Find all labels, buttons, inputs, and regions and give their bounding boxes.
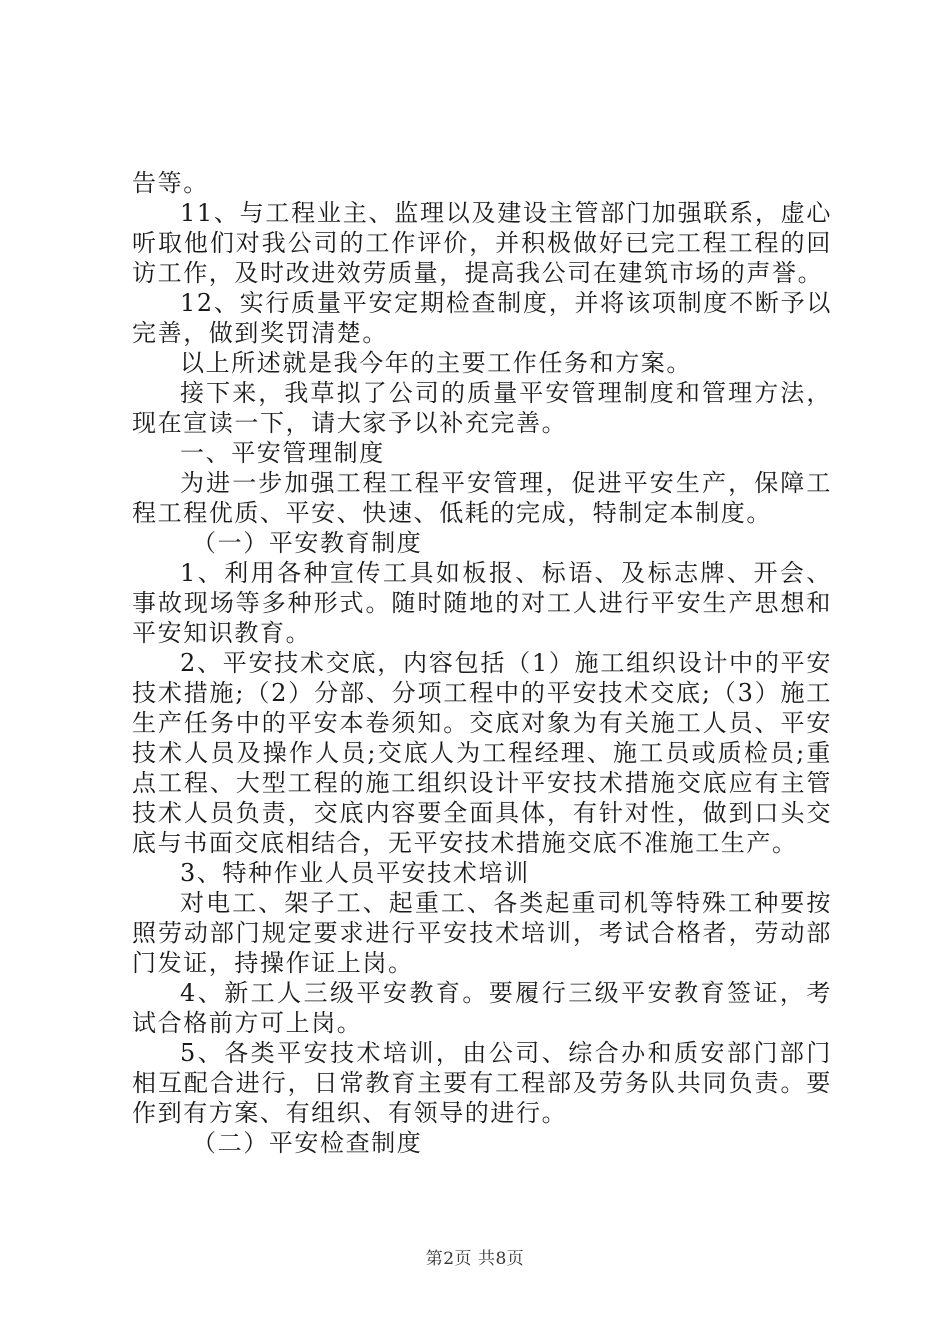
section-heading-safety-management: 一、平安管理制度 (180, 439, 385, 467)
paragraph-education-3-title: 3、特种作业人员平安技术培训 (180, 859, 530, 887)
page-number-footer: 第2页 共8页 (425, 1249, 525, 1269)
paragraph-introduction: 接下来，我草拟了公司的质量平安管理制度和管理方法，现在宣读一下，请大家予以补充完善。 (132, 379, 832, 437)
paragraph-education-3-body: 对电工、架子工、起重工、各类起重司机等特殊工种要按照劳动部门规定要求进行平安技术培训，考试合格者，劳动部门发证，持操作证上岗。 (132, 889, 832, 977)
paragraph-item-11: 11、与工程业主、监理以及建设主管部门加强联系，虚心听取他们对我公司的工作评价，并积极做好已完工程工程的回访工作，及时改进效劳质量，提高我公司在建筑市场的声誉。 (132, 199, 832, 287)
paragraph-education-5: 5、各类平安技术培训，由公司、综合办和质安部门部门相互配合进行，日常教育主要有工程部及劳务队共同负责。要作到有方案、有组织、有领导的进行。 (132, 1039, 832, 1127)
paragraph-item-12: 12、实行质量平安定期检查制度，并将该项制度不断予以完善，做到奖罚清楚。 (132, 289, 832, 347)
paragraph-education-2: 2、平安技术交底，内容包括（1）施工组织设计中的平安技术措施;（2）分部、分项工程中的平安技术交底;（3）施工生产任务中的平安本卷须知。交底对象为有关施工人员、平安技术人员及操作人员;交底人为工程经理、施工员或质检员;重点工程、大型工程的施工组织设计平安技术措施交底应有主管技术人员负责，交底内容要全面具体，有针对性，做到口头交底与书面交底相结合，无平安技术措施交底不准施工生产。 (132, 649, 832, 857)
paragraph-purpose: 为进一步加强工程工程平安管理，促进平安生产，保障工程工程优质、平安、快速、低耗的完成，特制定本制度。 (132, 469, 832, 527)
paragraph-education-1: 1、利用各种宣传工具如板报、标语、及标志牌、开会、事故现场等多种形式。随时随地的对工人进行平安生产思想和平安知识教育。 (132, 559, 832, 647)
subsection-heading-safety-education: （一）平安教育制度 (192, 529, 423, 557)
paragraph-education-4: 4、新工人三级平安教育。要履行三级平安教育签证，考试合格前方可上岗。 (132, 979, 832, 1037)
paragraph-summary: 以上所述就是我今年的主要工作任务和方案。 (180, 349, 692, 377)
document-body (132, 168, 832, 1158)
subsection-heading-safety-inspection: （二）平安检查制度 (192, 1129, 423, 1157)
paragraph-continued: 告等。 (132, 169, 209, 197)
